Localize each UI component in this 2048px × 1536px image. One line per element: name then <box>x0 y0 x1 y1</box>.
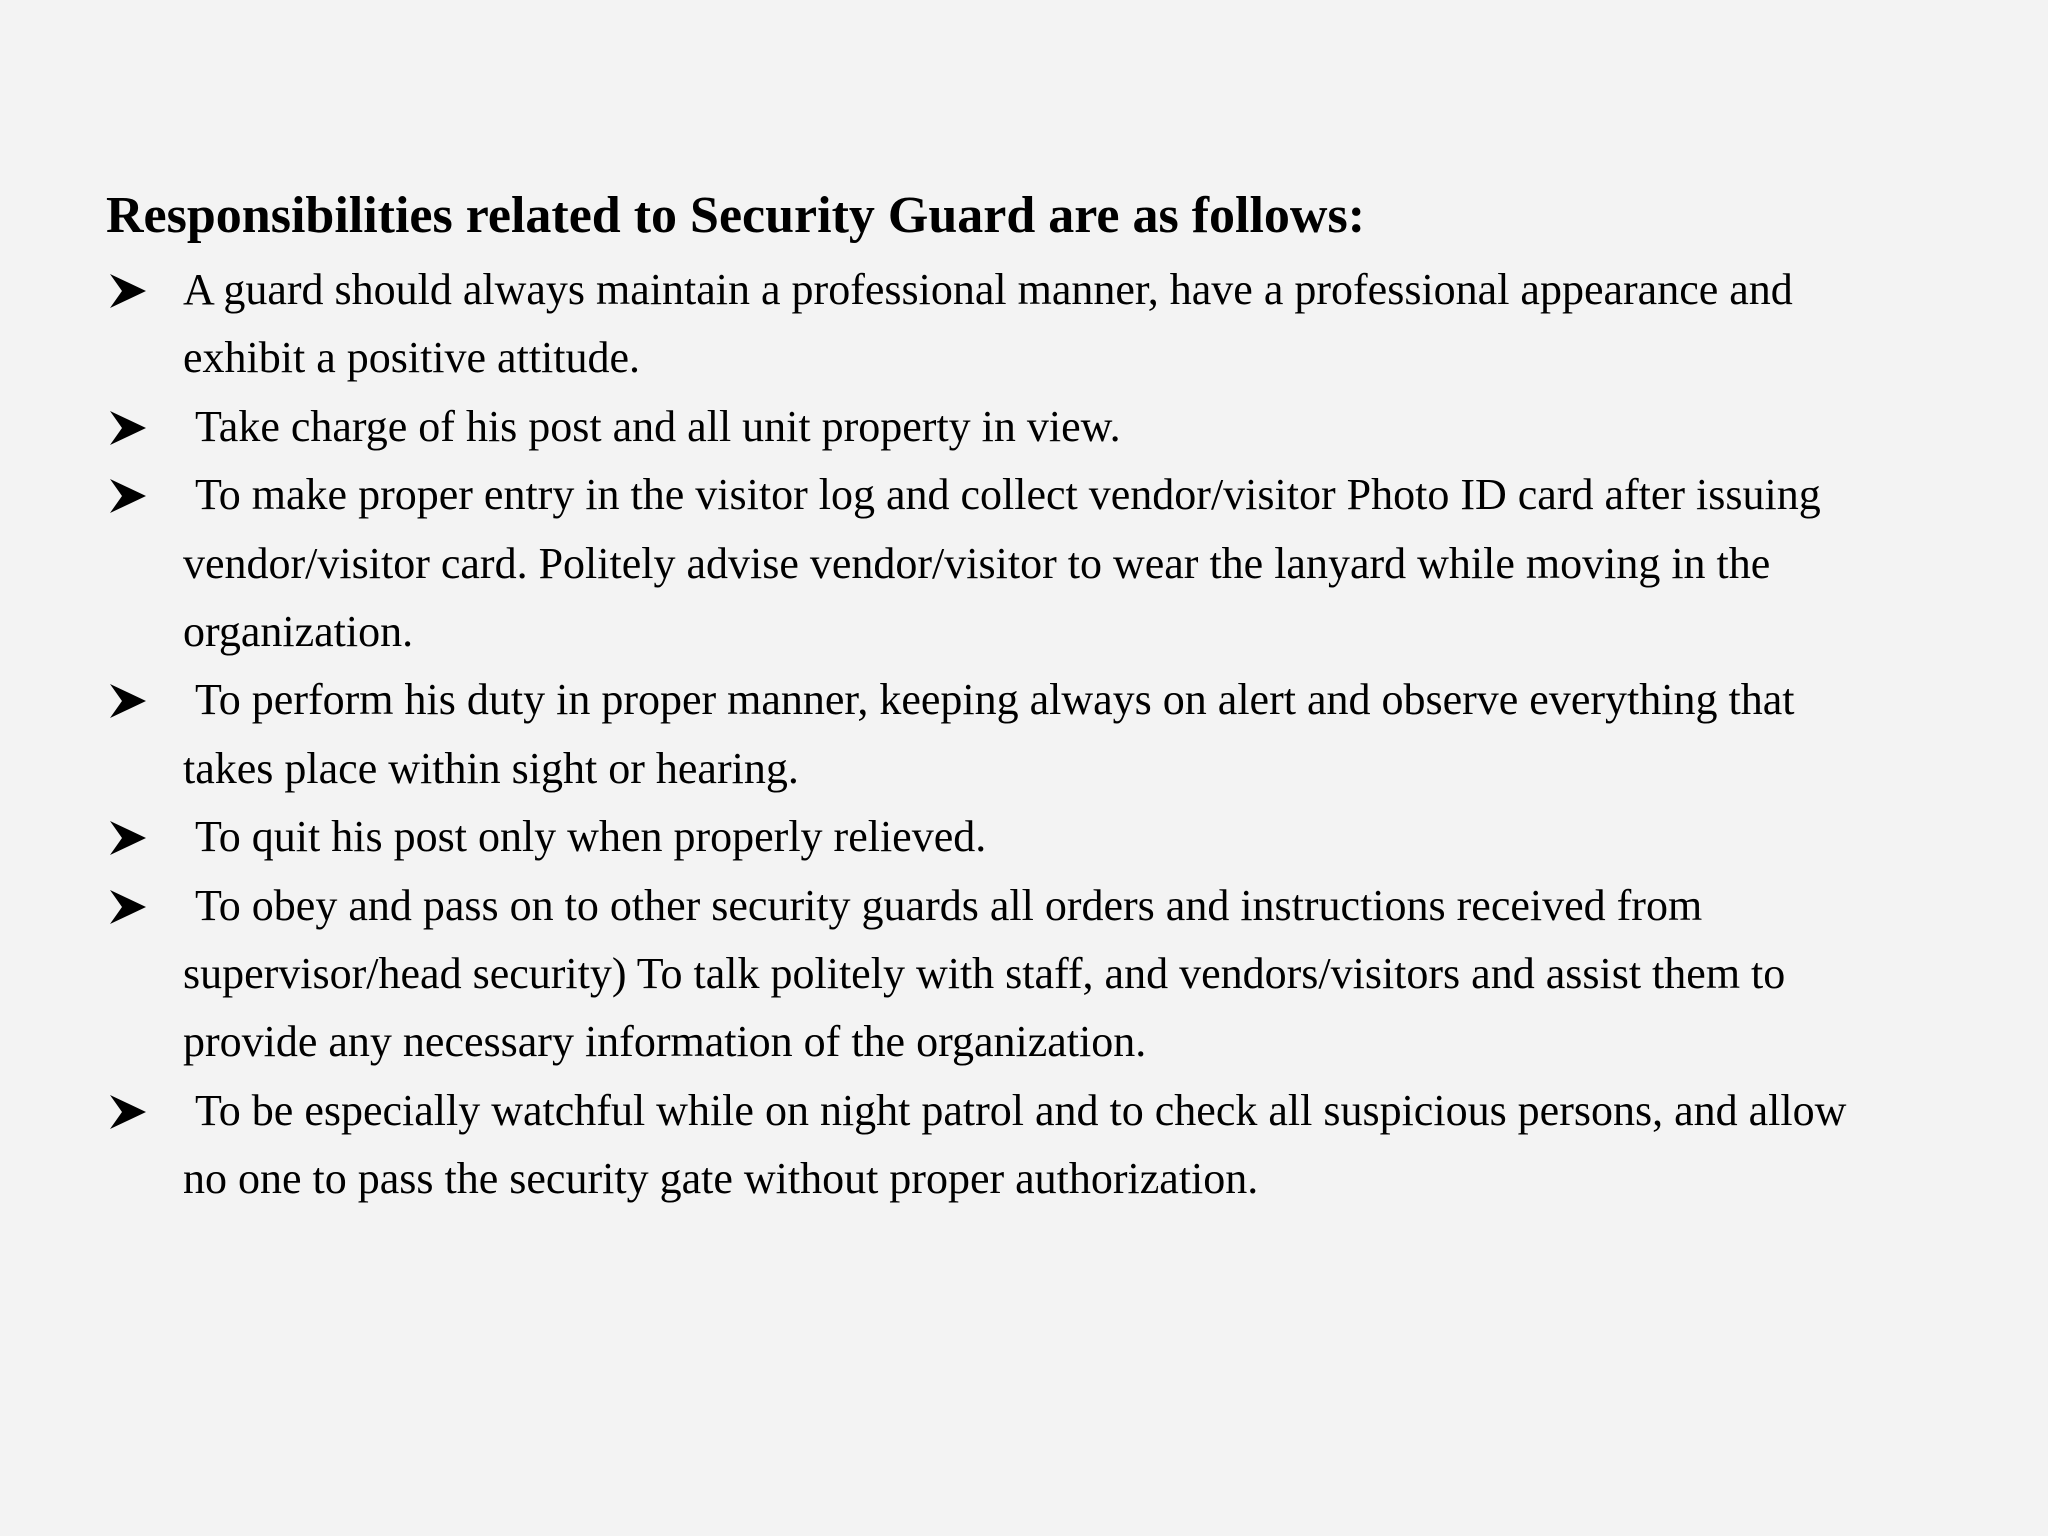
arrowhead-bullet-icon <box>108 818 148 858</box>
arrowhead-bullet-icon <box>108 476 148 516</box>
arrowhead-bullet-icon <box>108 1092 148 1132</box>
list-item <box>106 803 1866 871</box>
responsibility-list <box>106 256 1866 1214</box>
arrowhead-bullet-icon <box>108 887 148 927</box>
list-item <box>106 1077 1866 1214</box>
arrowhead-bullet-icon <box>108 408 148 448</box>
list-item <box>106 872 1866 1077</box>
list-item-text: To quit his post only when properly relieved. <box>195 812 987 862</box>
list-item-text: To perform his duty in proper manner, keeping always on alert and observe everything that takes place within sight or hearing. <box>183 675 1795 793</box>
page-title: Responsibilities related to Security Guard are as follows: <box>106 187 1366 244</box>
arrowhead-bullet-icon <box>108 271 148 311</box>
arrowhead-bullet-icon <box>108 681 148 721</box>
list-item <box>106 461 1866 666</box>
list-item-text: To be especially watchful while on night patrol and to check all suspicious persons, and allow no one to pass the security gate without proper authorization. <box>183 1085 1847 1204</box>
list-item-text: Take charge of his post and all unit property in view. <box>195 401 1121 451</box>
list-item-text: To obey and pass on to other security guards all orders and instructions received from supervisor/head security) To talk politely with staff, and vendors/visitors and assist them to provide any necessary information of the organization. <box>183 880 1786 1067</box>
list-item-text: A guard should always maintain a professional manner, have a professional appearance and exhibit a positive attitude. <box>183 265 1793 383</box>
list-item <box>106 393 1866 461</box>
list-item <box>106 256 1866 393</box>
list-item <box>106 666 1866 803</box>
list-item-text: To make proper entry in the visitor log and collect vendor/visitor Photo ID card after issuing vendor/visitor card. Politely advise vendor/visitor to wear the lanyard while moving in the organization. <box>183 470 1821 657</box>
